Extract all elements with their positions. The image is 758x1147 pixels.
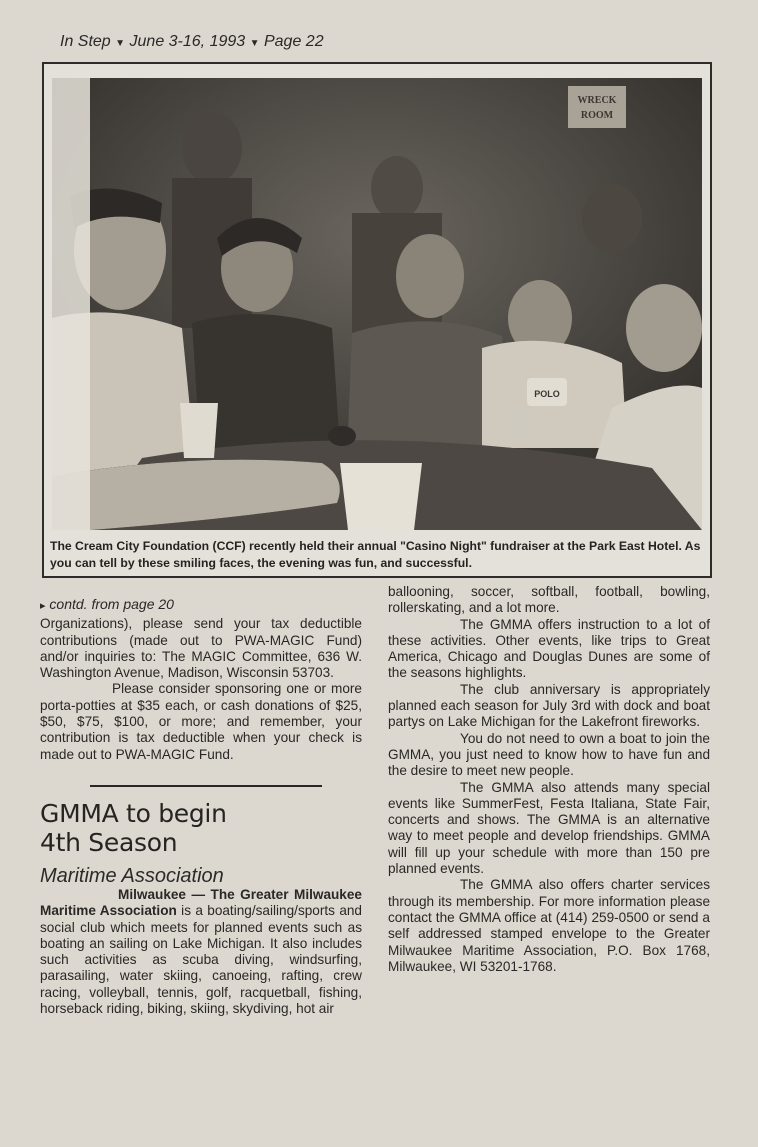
- cup-label: POLO: [534, 389, 560, 399]
- paragraph: ballooning, soccer, softball, football, bowling, rollerskating, and a lot more.: [388, 584, 710, 616]
- sign-text-1: WRECK: [577, 95, 617, 106]
- separator-icon: ▼: [249, 38, 260, 49]
- article-subhead: Maritime Association: [40, 864, 224, 887]
- sign-text-2: ROOM: [580, 110, 614, 121]
- photo-frame: [42, 62, 712, 578]
- page-header: [60, 33, 324, 51]
- headline-line-1: GMMA to begin: [40, 798, 227, 828]
- photo-illustration: [52, 78, 702, 530]
- left-column: [40, 596, 362, 1017]
- headline-line-2: 4th Season: [40, 827, 178, 857]
- continued-text: contd. from page 20: [49, 596, 174, 612]
- issue-dates: June 3-16, 1993: [129, 33, 246, 50]
- paragraph-text: is a boating/sailing/sports and social club which meets for planned events such as boating an sailing on Lake Michigan. It also includes such activities as scuba diving, windsurfing, parasailing, water skiing, canoeing, rafting, crew racing, volleyball, tennis, golf, racquetball, fishing, horseback riding, biking, skiing, skydiving, hot air: [40, 903, 362, 1017]
- paragraph: [40, 887, 362, 1017]
- separator-icon: ▼: [115, 38, 126, 49]
- divider: [90, 785, 322, 787]
- continued-note: [40, 596, 362, 614]
- event-photo: [52, 78, 702, 530]
- paragraph: The GMMA also offers charter services through its membership. For more information please contact the GMMA office at (414) 259-0500 or send a self addressed stamped envelope to the Greater Milwaukee Maritime Association, P.O. Box 1768, Milwaukee, WI 53201-1768.: [388, 877, 710, 974]
- article-headline: [40, 799, 362, 857]
- paragraph: Organizations), please send your tax deductible contributions (made out to PWA-MAGIC Fund) and/or inquiries to: The MAGIC Committee, 636 W. Washington Avenue, Madison, Wisconsin 53703.: [40, 616, 362, 681]
- right-column: [388, 584, 710, 975]
- arrow-right-icon: ▸: [40, 600, 46, 612]
- paragraph: The GMMA also attends many special events like SummerFest, Festa Italiana, State Fair, concerts and shows. The GMMA is an alternative way to meet people and develop friendships. GMMA will fill up your schedule with more than 150 pre planned events.: [388, 779, 710, 877]
- dateline: Milwaukee — The Greater Milwaukee Maritime Association: [40, 886, 362, 919]
- paragraph: The GMMA offers instruction to a lot of these activities. Other events, like trips to Great America, Chicago and Douglas Dunes are some of the seasons highlights.: [388, 616, 710, 681]
- page-number: Page 22: [263, 33, 324, 50]
- paragraph: Please consider sponsoring one or more porta-potties at $35 each, or cash donations of $25, $50, $75, $100, or more; and remember, your contribution is tax deductible when your check is made out to PWA-MAGIC Fund.: [40, 681, 362, 762]
- photo-caption: The Cream City Foundation (CCF) recently held their annual "Casino Night" fundraiser at the Park East Hotel. As you can tell by these smiling faces, the evening was fun, and successful.: [50, 539, 701, 570]
- paragraph: The club anniversary is appropriately planned each season for July 3rd with dock and boat partys on Lake Michigan for the Lakefront fireworks.: [388, 681, 710, 730]
- publication-name: In Step: [60, 33, 111, 50]
- paragraph: You do not need to own a boat to join the GMMA, you just need to know how to have fun and the desire to meet new people.: [388, 730, 710, 779]
